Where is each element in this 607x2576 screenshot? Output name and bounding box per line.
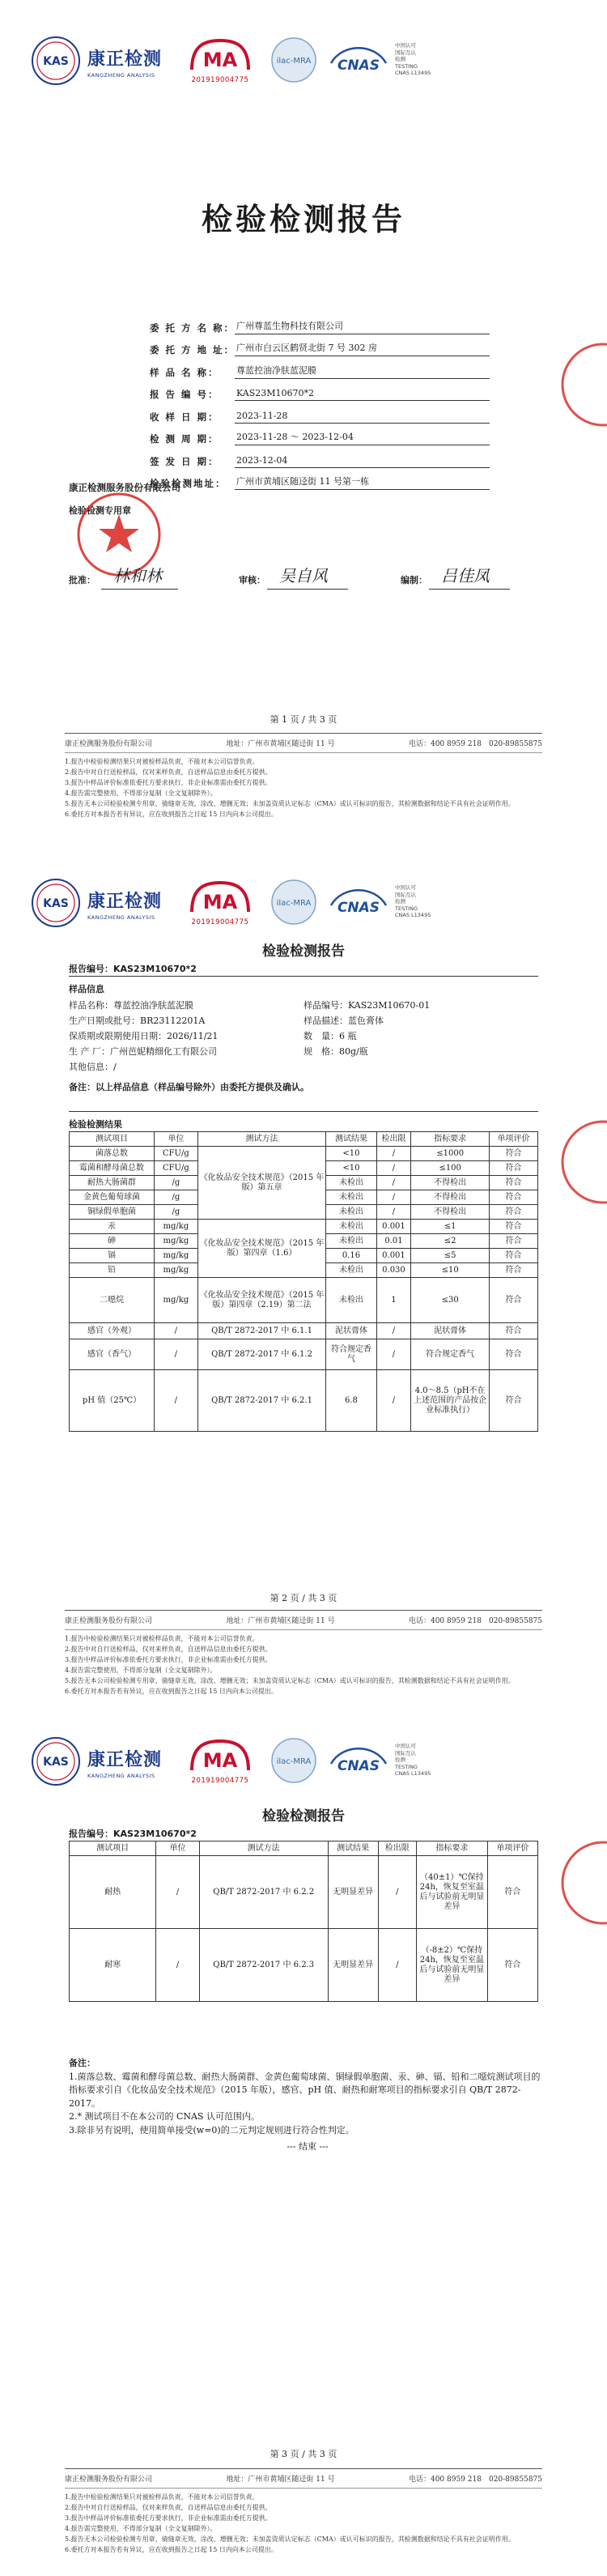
brand-name-en: KANGZHENG ANALYSIS (87, 914, 155, 921)
cell: 耐寒 (70, 1929, 156, 2002)
info-value: KAS23M10670*2 (235, 388, 490, 401)
cell: 符合 (489, 1249, 537, 1263)
cell: CFU/g (155, 1161, 198, 1176)
sample-field: 生 产 厂：广州芭妮精细化工有限公司 (69, 1046, 217, 1057)
review-signature: 吴自风 (279, 566, 328, 585)
info-row (150, 312, 490, 334)
cma-number: 201919004775 (191, 918, 249, 926)
brand (87, 1746, 162, 1779)
cell: / (155, 1339, 198, 1370)
cell: 金黄色葡萄球菌 (70, 1190, 155, 1205)
approve-signature: 林和林 (113, 566, 162, 585)
cnas-logo-icon (326, 1739, 391, 1780)
info-label: 检验检测地址： (150, 478, 227, 489)
cell: /g (155, 1205, 198, 1220)
cell: （40±1）℃保持 24h，恢复至室温后与试验前无明显差异 (416, 1856, 487, 1929)
footer-company: 康正检测服务股份有限公司 (65, 2476, 153, 2484)
cell: 符合 (489, 1339, 537, 1370)
ma-text: MA (202, 49, 238, 71)
kas-text: KAS (43, 55, 69, 68)
sample-field: 样品名称：尊蓝控油净肤蓝泥膜 (69, 1000, 193, 1011)
kas-logo-icon (31, 878, 81, 928)
table-header-row (70, 1132, 538, 1147)
cell: CFU/g (155, 1147, 198, 1161)
cma-icon (189, 879, 252, 915)
info-row (150, 356, 490, 379)
cell: / (378, 1856, 416, 1929)
cell: / (155, 1370, 198, 1432)
cell: 耐热 (70, 1856, 156, 1929)
cell: ≤30 (411, 1278, 490, 1323)
note-item: 1.菌落总数、霉菌和酵母菌总数、耐热大肠菌群、金黄色葡萄球菌、铜绿假单胞菌、汞、砷、镉、铅和二噁烷测试项目的指标要求引自《化妆品安全技术规范》（2015 年版），感官、pH 值、耐热和耐寒项目的指标要求引自 QB/T 2872-2017。 (69, 2071, 541, 2109)
cma-mark (189, 37, 252, 84)
method-cell: 《化妆品安全技术规范》（2015 年版）第四章（1.6） (197, 1220, 326, 1278)
cell: mg/kg (155, 1249, 198, 1263)
cell: 未检出 (326, 1234, 376, 1249)
cell: 未检出 (326, 1278, 376, 1323)
footer-note: 3.报告中样品评价标准依委托方要求执行，非企业标准需由委托方提供。 (65, 779, 272, 786)
cnas-info-line: 国际互认 (395, 49, 416, 56)
column-header: 单位 (156, 1842, 200, 1856)
info-label: 检 测 周 期： (150, 433, 219, 445)
ilac-text: ilac-MRA (276, 899, 312, 908)
footer-note: 1.报告中检验检测结果只对被检样品负责，不能对本公司信誉负责。 (65, 1635, 259, 1642)
kas-logo-icon (31, 1736, 81, 1786)
results-table (69, 1841, 538, 2002)
table-row (70, 1856, 538, 1929)
cell: 符合 (489, 1370, 537, 1432)
results-title: 检验检测结果 (69, 1119, 122, 1130)
brand-name: 康正检测 (87, 892, 163, 912)
side-seal-icon (558, 1838, 607, 1927)
method-cell: 《化妆品安全技术规范》（2015 年版）第四章（2.19）第二法 (197, 1278, 326, 1323)
cell: / (156, 1929, 200, 2002)
cell: 菌落总数 (70, 1147, 155, 1161)
issuing-company: 康正检测服务股份有限公司 (69, 482, 180, 493)
footer-note: 3.报告中样品评价标准依委托方要求执行，非企业标准需由委托方提供。 (65, 1656, 272, 1663)
table-row (70, 1147, 538, 1161)
cell: 泥状膏体 (326, 1323, 376, 1339)
report-header (31, 1733, 576, 1790)
cell: 符合 (489, 1263, 537, 1278)
footer-note: 2.报告中对自行送检样品，仅对来样负责，自送样品信息由委托方提供。 (65, 769, 272, 776)
cell: QB/T 2872-2017 中 6.2.2 (199, 1856, 328, 1929)
cell: 未检出 (326, 1220, 376, 1234)
table-row (70, 1323, 538, 1339)
method-cell: QB/T 2872-2017 中 6.1.2 (197, 1339, 326, 1370)
cma-icon (189, 37, 252, 73)
info-row (150, 401, 490, 424)
info-value: 2023-12-04 (235, 455, 490, 468)
footer-note: 4.报告需完整使用，不得部分复制（全文复制除外）。 (65, 1667, 217, 1674)
cell: / (376, 1176, 411, 1190)
cnas-logo-icon (326, 39, 391, 79)
kas-text: KAS (43, 1756, 69, 1769)
column-header: 测试结果 (326, 1132, 376, 1147)
cnas-info (395, 42, 431, 77)
cnas-logo-icon (326, 881, 391, 922)
cell: 符合 (489, 1220, 537, 1234)
cma-mark (189, 1738, 252, 1785)
ma-text: MA (202, 891, 238, 913)
cell: 4.0～8.5（pH不在上述范围的产品按企业标准执行） (411, 1370, 490, 1432)
cnas-info-line: 国际互认 (395, 891, 416, 898)
review-label: 审核： (239, 575, 265, 585)
sample-field: 样品编号：KAS23M10670-01 (304, 1000, 431, 1011)
approve-label: 批准： (69, 575, 96, 585)
cell: 不得检出 (411, 1190, 490, 1205)
cell: 0.16 (326, 1249, 376, 1263)
table-row (70, 1278, 538, 1323)
page-number: 第 3 页 / 共 3 页 (270, 2449, 337, 2459)
table-row (70, 1370, 538, 1432)
footer-phone: 电话：400 8959 218 020-89855875 (408, 2476, 542, 2484)
cnas-info-line: 国际互认 (395, 1749, 416, 1756)
ilac-text: ilac-MRA (276, 57, 312, 66)
footer-contact (65, 733, 542, 748)
table-row (70, 1339, 538, 1370)
column-header: 指标要求 (411, 1132, 490, 1147)
column-header: 测试方法 (199, 1842, 328, 1856)
cell: pH 值（25℃） (70, 1370, 155, 1432)
info-label: 委 托 方 地 址： (150, 344, 236, 356)
sample-field: 保质期或限期使用日期：2026/11/21 (69, 1031, 219, 1041)
cnas-info-line: CNAS L13495 (395, 70, 431, 76)
ilac-mra-icon (270, 36, 318, 84)
info-value: 2023-11-28 ～ 2023-12-04 (235, 430, 490, 445)
footer-note: 5.报告无本公司检验检测专用章、骑缝章无效，涂改、增删无效；未加盖资质认定标志（CMA）或认可标识的报告，其检测数据和结论不具有社会证明作用。 (65, 1677, 515, 1684)
page-number: 第 1 页 / 共 3 页 (270, 714, 337, 725)
cell: ≤2 (411, 1234, 490, 1249)
sample-note: 备注：以上样品信息（样品编号除外）由委托方提供及确认。 (69, 1082, 309, 1092)
page-footer (65, 2468, 542, 2555)
footer-note: 4.报告需完整使用，不得部分复制（全文复制除外）。 (65, 2525, 217, 2532)
sample-row (69, 1060, 538, 1075)
cell: 符合 (489, 1190, 537, 1205)
page-footer (65, 733, 542, 820)
cnas-info-line: CNAS L13495 (395, 912, 431, 918)
page-number: 第 2 页 / 共 3 页 (270, 1593, 337, 1603)
footer-company: 康正检测服务股份有限公司 (65, 1617, 153, 1625)
method-cell: QB/T 2872-2017 中 6.1.1 (197, 1323, 326, 1339)
info-value: 尊蓝控油净肤蓝泥膜 (235, 364, 490, 379)
sample-field: 其他信息：/ (69, 1062, 117, 1072)
column-header: 测试项目 (70, 1842, 156, 1856)
cell: / (376, 1147, 411, 1161)
footer-note: 2.报告中对自行送检样品，仅对来样负责，自送样品信息由委托方提供。 (65, 1646, 272, 1653)
cell: <10 (326, 1147, 376, 1161)
cnas-info-line: 检测 (395, 1756, 405, 1763)
cell: 符合 (487, 1856, 537, 1929)
cnas-info-line: TESTING (395, 905, 418, 912)
info-label: 签 发 日 期： (150, 455, 219, 467)
sample-info-title: 样品信息 (69, 984, 104, 994)
report-page-1 (0, 0, 607, 858)
column-header: 测试方法 (197, 1132, 326, 1147)
ma-text: MA (202, 1749, 238, 1772)
info-value: 2023-11-28 (235, 411, 490, 424)
footer-address: 地址：广州市黄埔区随迳街 11 号 (226, 1617, 335, 1625)
cell: 0.030 (376, 1263, 411, 1278)
sample-field: 生产日期或批号：BR23112201A (69, 1015, 206, 1026)
cnas-info-line: 检测 (395, 898, 405, 905)
cell: 感官（外观） (70, 1323, 155, 1339)
footer-phone: 电话：400 8959 218 020-89855875 (408, 740, 542, 748)
prepare-line (429, 589, 510, 590)
footer-note: 5.报告无本公司检验检测专用章、骑缝章无效，涂改、增删无效；未加盖资质认定标志（CMA）或认可标识的报告，其检测数据和结论不具有社会证明作用。 (65, 2536, 515, 2543)
cell: （-8±2）℃保持 24h，恢复至室温后与试验前无明显差异 (416, 1929, 487, 2002)
report-header (31, 875, 576, 931)
review-line (267, 589, 348, 590)
column-header: 检出限 (378, 1842, 416, 1856)
brand-name-en: KANGZHENG ANALYSIS (87, 1773, 155, 1779)
cell: / (155, 1323, 198, 1339)
report-number: 报告编号：KAS23M10670*2 (69, 964, 197, 974)
cell: ≤100 (411, 1161, 490, 1176)
table-row (70, 1220, 538, 1234)
cell: 铜绿假单胞菌 (70, 1205, 155, 1220)
cell: 汞 (70, 1220, 155, 1234)
footer-address: 地址：广州市黄埔区随迳街 11 号 (226, 2476, 335, 2484)
cell: / (376, 1205, 411, 1220)
brand-name: 康正检测 (87, 1750, 163, 1770)
report-page-3 (0, 1717, 607, 2576)
cell: 无明显差异 (328, 1929, 378, 2002)
report-page-2 (0, 858, 607, 1717)
sample-field: 样品描述：蓝色膏体 (304, 1015, 384, 1026)
footer-note: 3.报告中样品评价标准依委托方要求执行，非企业标准需由委托方提供。 (65, 2514, 272, 2522)
cell: 符合规定香气 (411, 1339, 490, 1370)
cma-icon (189, 1738, 252, 1773)
info-label: 委 托 方 名 称： (150, 321, 236, 334)
brand-name-en: KANGZHENG ANALYSIS (87, 72, 155, 79)
side-seal-icon (558, 1118, 607, 1207)
page-title: 检验检测报告 (262, 943, 345, 960)
cell: 符合 (489, 1176, 537, 1190)
approve-line (101, 589, 178, 590)
footer-note: 1.报告中检验检测结果只对被检样品负责，不能对本公司信誉负责。 (65, 2493, 259, 2501)
brand (87, 45, 162, 79)
info-label: 收 样 日 期： (150, 411, 219, 423)
cnas-info-line: 中国认可 (395, 884, 416, 891)
cell: 1 (376, 1278, 411, 1323)
cell: QB/T 2872-2017 中 6.2.3 (199, 1929, 328, 2002)
cnas-info (395, 884, 431, 919)
page-title: 检验检测报告 (201, 202, 405, 237)
report-number: 报告编号：KAS23M10670*2 (69, 1829, 197, 1839)
cell: 符合 (489, 1278, 537, 1323)
cell: ≤1000 (411, 1147, 490, 1161)
info-row (150, 334, 490, 357)
cell: <10 (326, 1161, 376, 1176)
cell: 未检出 (326, 1205, 376, 1220)
footer-note: 6.委托方对本报告若有异议，应在收到报告之日起 15 日内向本公司提出。 (65, 2546, 278, 2553)
cnas-text: CNAS (337, 1758, 380, 1774)
results-table (69, 1131, 538, 1432)
cell: 6.8 (326, 1370, 376, 1432)
sample-row (69, 1045, 538, 1060)
cnas-info-line: 中国认可 (395, 1743, 416, 1749)
cell: 砷 (70, 1234, 155, 1249)
brand (87, 888, 162, 921)
cell: ≤5 (411, 1249, 490, 1263)
cnas-info-line: 检测 (395, 56, 405, 62)
cell: 未检出 (326, 1190, 376, 1205)
kas-text: KAS (43, 897, 69, 910)
page-title: 检验检测报告 (262, 1808, 345, 1824)
cell: 符合 (489, 1234, 537, 1249)
cma-mark (189, 879, 252, 926)
footer-note: 1.报告中检验检测结果只对被检样品负责，不能对本公司信誉负责。 (65, 758, 259, 765)
cell: 符合 (489, 1323, 537, 1339)
sample-field: 数 量：6 瓶 (304, 1031, 357, 1041)
cell: 符合规定香气 (326, 1339, 376, 1370)
info-row (150, 379, 490, 402)
table-row (70, 1929, 538, 2002)
report-header (31, 32, 576, 89)
footer-address: 地址：广州市黄埔区随迳街 11 号 (226, 740, 335, 748)
cell: 符合 (489, 1147, 537, 1161)
footer-note: 5.报告无本公司检验检测专用章、骑缝章无效，涂改、增删无效；未加盖资质认定标志（CMA）或认可标识的报告，其检测数据和结论不具有社会证明作用。 (65, 800, 515, 807)
footer-notes (65, 2488, 542, 2555)
footer-note: 6.委托方对本报告若有异议，应在收到报告之日起 15 日内向本公司提出。 (65, 1688, 278, 1695)
divider (69, 1111, 538, 1112)
cnas-info-line: TESTING (395, 62, 418, 70)
info-label: 报 告 编 号： (150, 389, 219, 400)
cell: 0.001 (376, 1249, 411, 1263)
cell: mg/kg (155, 1220, 198, 1234)
divider (69, 976, 538, 977)
cell: mg/kg (155, 1278, 198, 1323)
footer-contact (65, 1610, 542, 1625)
cell: ≤1 (411, 1220, 490, 1234)
sample-row (69, 1029, 538, 1045)
cell: / (376, 1161, 411, 1176)
cell: / (376, 1339, 411, 1370)
report-info-table (150, 312, 490, 490)
cell: mg/kg (155, 1263, 198, 1278)
column-header: 指标要求 (416, 1842, 487, 1856)
info-row (150, 468, 490, 491)
cell: 泥状膏体 (411, 1323, 490, 1339)
cell: 镉 (70, 1249, 155, 1263)
cell: 耐热大肠菌群 (70, 1176, 155, 1190)
cell: / (376, 1370, 411, 1432)
info-row (150, 445, 490, 468)
footer-phone: 电话：400 8959 218 020-89855875 (408, 1617, 542, 1625)
footer-note: 2.报告中对自行送检样品，仅对来样负责，自送样品信息由委托方提供。 (65, 2504, 272, 2511)
footer-notes (65, 752, 542, 820)
cell: 0.001 (376, 1220, 411, 1234)
cnas-text: CNAS (337, 900, 380, 916)
cma-number: 201919004775 (191, 1777, 249, 1785)
info-value: 广州尊蓝生物科技有限公司 (235, 319, 490, 334)
kas-logo-icon (31, 36, 81, 86)
ilac-text: ilac-MRA (276, 1757, 312, 1766)
column-header: 测试项目 (70, 1132, 155, 1147)
footer-note: 4.报告需完整使用，不得部分复制（全文复制除外）。 (65, 790, 217, 797)
sample-field (304, 1060, 538, 1075)
info-label: 样 品 名 称： (150, 366, 219, 378)
cell: 霉菌和酵母菌总数 (70, 1161, 155, 1176)
cnas-info-line: 中国认可 (395, 42, 416, 49)
info-value: 广州市黄埔区随迳街 11 号第一栋 (235, 475, 490, 490)
end-mark: --- 结束 --- (287, 2141, 329, 2152)
signature-row (69, 559, 538, 591)
ilac-mra-icon (270, 878, 318, 926)
cell: / (376, 1323, 411, 1339)
cnas-text: CNAS (337, 57, 380, 74)
cell: / (378, 1929, 416, 2002)
footer-contact (65, 2468, 542, 2484)
cell: 不得检出 (411, 1176, 490, 1190)
sample-row (69, 1014, 538, 1029)
seal-label: 检验检测专用章 (69, 505, 131, 516)
cell: 0.01 (376, 1234, 411, 1249)
cell: /g (155, 1176, 198, 1190)
cell: / (376, 1190, 411, 1205)
info-value: 广州市白云区鹤贤北街 7 号 302 房 (235, 341, 490, 356)
cell: 感官（香气） (70, 1339, 155, 1370)
prepare-label: 编制： (401, 575, 427, 585)
cnas-info (395, 1743, 431, 1778)
cell: / (156, 1856, 200, 1929)
column-header: 单项评价 (489, 1132, 537, 1147)
method-cell: 《化妆品安全技术规范》（2015 年版）第五章 (197, 1147, 326, 1220)
cell: ≤10 (411, 1263, 490, 1278)
sample-row (69, 998, 538, 1014)
cell: 不得检出 (411, 1205, 490, 1220)
column-header: 单位 (155, 1132, 198, 1147)
cell: mg/kg (155, 1234, 198, 1249)
footer-note: 6.委托方对本报告若有异议，应在收到报告之日起 15 日内向本公司提出。 (65, 811, 278, 818)
cell: 二噁烷 (70, 1278, 155, 1323)
cell: 无明显差异 (328, 1856, 378, 1929)
cell: 符合 (489, 1205, 537, 1220)
column-header: 单项评价 (487, 1842, 537, 1856)
column-header: 测试结果 (328, 1842, 378, 1856)
table-header-row (70, 1842, 538, 1856)
info-row (150, 424, 490, 446)
sample-field: 规 格：80g/瓶 (304, 1046, 368, 1057)
cell: 符合 (489, 1161, 537, 1176)
notes-title: 备注： (69, 2058, 96, 2068)
side-seal-icon (558, 340, 607, 429)
report-notes (69, 2057, 546, 2154)
method-cell: QB/T 2872-2017 中 6.2.1 (197, 1370, 326, 1432)
footer-company: 康正检测服务股份有限公司 (65, 740, 153, 748)
note-item: 2.* 测试项目不在本公司的 CNAS 认可范围内。 (69, 2111, 261, 2122)
cell: 未检出 (326, 1263, 376, 1278)
cell: 铅 (70, 1263, 155, 1278)
column-header: 检出限 (376, 1132, 411, 1147)
page-footer (65, 1610, 542, 1697)
cell: 未检出 (326, 1176, 376, 1190)
brand-name: 康正检测 (87, 49, 163, 70)
cell: /g (155, 1190, 198, 1205)
cnas-info-line: TESTING (395, 1763, 418, 1770)
sample-info (69, 982, 538, 1093)
cma-number: 201919004775 (191, 76, 249, 84)
footer-notes (65, 1629, 542, 1697)
note-item: 3.除非另有说明，使用简单接受(w=0)的二元判定规则进行符合性判定。 (69, 2124, 354, 2135)
cell: 符合 (487, 1929, 537, 2002)
ilac-mra-icon (270, 1736, 318, 1785)
cnas-info-line: CNAS L13495 (395, 1770, 431, 1777)
prepare-signature: 吕佳凤 (441, 566, 490, 585)
